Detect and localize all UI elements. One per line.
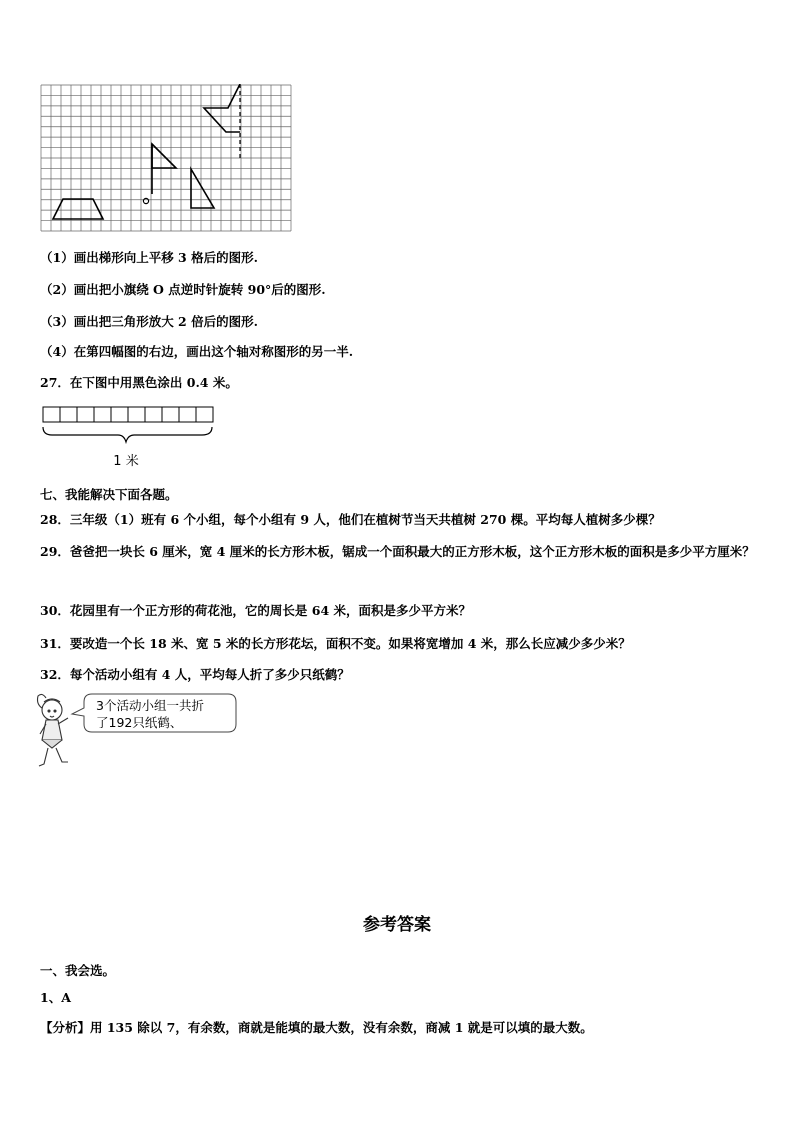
q26-item-1: （1）画出梯形向上平移 3 格后的图形. — [40, 250, 258, 265]
ruler-cell[interactable] — [60, 407, 77, 422]
trapezoid — [53, 199, 103, 219]
ruler-cell[interactable] — [77, 407, 94, 422]
girl-icon — [38, 694, 69, 766]
ruler-label: 1 米 — [113, 454, 139, 469]
answer-title: 参考答案 — [363, 915, 431, 935]
ruler-figure — [40, 405, 220, 471]
q28-text: 28．三年级（1）班有 6 个小组，每个小组有 9 人，他们在植树节当天共植树 270 棵。平均每人植树多少棵？ — [40, 512, 661, 527]
flag — [152, 144, 176, 194]
q30-text: 30．花园里有一个正方形的荷花池，它的周长是 64 米，面积是多少平方米？ — [40, 603, 471, 618]
ruler-cell[interactable] — [94, 407, 111, 422]
ruler-brace — [43, 427, 212, 442]
q32-text: 32．每个活动小组有 4 人，平均每人折了多少只纸鹤？ — [40, 667, 350, 682]
grid-figure — [40, 84, 292, 232]
q31-text: 31．要改造一个长 18 米、宽 5 米的长方形花坛，面积不变。如果将宽增加 4 米，那么长应减少多少米？ — [40, 636, 631, 651]
bubble-line-1: 3个活动小组一共折 — [96, 698, 204, 713]
ruler-cell[interactable] — [128, 407, 145, 422]
ruler-cells — [43, 407, 213, 422]
ruler-cell[interactable] — [179, 407, 196, 422]
q26-item-2: （2）画出把小旗绕 O 点逆时针旋转 90°后的图形. — [40, 282, 326, 297]
ruler-cell[interactable] — [43, 407, 60, 422]
answer-1-analysis: 【分析】用 135 除以 7，有余数，商就是能填的最大数，没有余数，商减 1 就是可以填的最大数。 — [40, 1020, 593, 1035]
q29-text: 29．爸爸把一块长 6 厘米，宽 4 厘米的长方形木板，锯成一个面积最大的正方形木板，这个正方形木板的面积是多少平方厘米？ — [40, 544, 755, 559]
q26-item-3: （3）画出把三角形放大 2 倍后的图形. — [40, 314, 258, 329]
ruler-cell[interactable] — [162, 407, 179, 422]
q27-text: 27．在下图中用黑色涂出 0.4 米。 — [40, 375, 238, 390]
girl-illustration — [32, 690, 242, 772]
bubble-line-2: 了192只纸鹤、 — [96, 715, 183, 730]
ruler-cell[interactable] — [145, 407, 162, 422]
triangle — [191, 169, 214, 208]
half-symmetric-shape — [204, 84, 240, 132]
q26-item-4: （4）在第四幅图的右边，画出这个轴对称图形的另一半. — [40, 344, 354, 359]
point-o — [143, 198, 148, 203]
ruler-cell[interactable] — [111, 407, 128, 422]
answer-1: 1、A — [40, 990, 71, 1005]
answers-section-1: 一、我会选。 — [40, 963, 116, 978]
ruler-cell[interactable] — [196, 407, 213, 422]
section-7-title: 七、我能解决下面各题。 — [40, 487, 178, 502]
